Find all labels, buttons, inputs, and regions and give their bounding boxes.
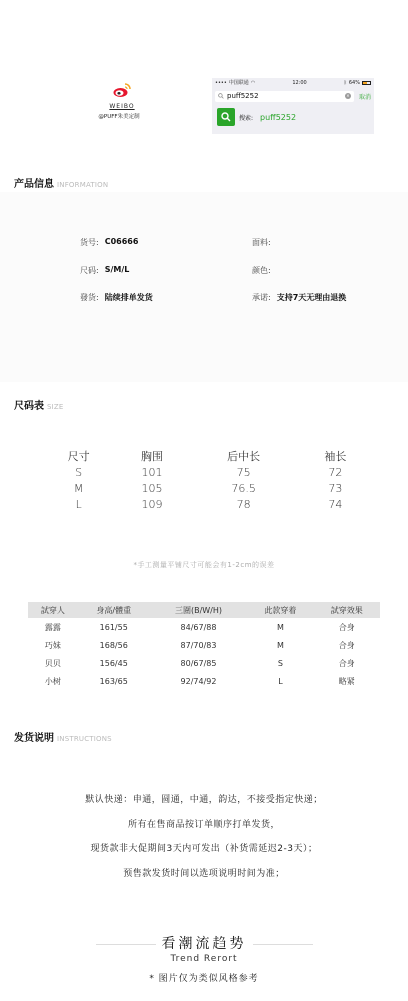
info-row-item-no: 货号: C06666 <box>80 237 139 247</box>
table-row: 巧妹 168/56 87/70/83 M 合身 <box>44 640 355 650</box>
shipping-line: 默认快递：申通，圆通，中通，韵达，不接受指定快递； <box>85 795 323 805</box>
suggest-term: puff5252 <box>260 112 297 122</box>
clear-icon[interactable]: ✕ <box>346 93 350 98</box>
table-row: M 105 76.5 73 <box>73 481 343 495</box>
search-row <box>212 89 374 103</box>
battery-icon <box>362 81 371 85</box>
try-on-header: 試穿人 身高/體重 三圍(B/W/H) 此款穿着 試穿效果 <box>28 602 380 618</box>
shipping-line: 所有在售商品按订单顺序打单发货， <box>127 820 280 830</box>
section-title: 尺码表 <box>14 401 44 412</box>
table-row: 贝贝 156/45 80/67/85 S 合身 <box>44 658 355 668</box>
table-row: 小树 163/65 92/74/92 L 略紧 <box>44 676 355 686</box>
info-row-size: 尺码: S/M/L <box>80 265 130 275</box>
trend-subtitle: Trend Rerort <box>170 954 238 964</box>
brand-block <box>92 82 152 120</box>
weibo-handle: @PUFF朱美定制 <box>98 114 140 120</box>
info-row-promise: 承诺: 支持7天无理由退换 <box>252 293 347 302</box>
table-row: S 101 75 72 <box>75 465 343 479</box>
search-suggestion[interactable] <box>217 108 296 126</box>
carrier-label: 中国联通 <box>228 80 249 86</box>
section-subtitle: INSTRUCTIONS <box>57 735 112 743</box>
size-header <box>14 397 64 412</box>
product-info-panel <box>0 192 408 382</box>
table-row: 露露 161/55 84/67/88 M 合身 <box>44 622 355 632</box>
search-icon <box>218 93 224 99</box>
status-bar <box>212 78 374 87</box>
section-title: 发货说明 <box>14 733 54 744</box>
try-on-table <box>28 602 380 690</box>
search-input[interactable] <box>215 91 354 102</box>
weibo-text: WEIBO <box>109 103 135 110</box>
trend-note: * 图片仅为类似风格参考 <box>149 974 259 984</box>
table-row: L 109 78 74 <box>75 497 343 511</box>
info-row-fabric: 面料: <box>252 238 271 247</box>
shipping-header <box>14 729 112 744</box>
section-title: 产品信息 <box>14 179 54 190</box>
suggest-label: 搜索: <box>239 114 254 122</box>
shipping-line: 预售款发货时间以选项说明时间为准； <box>123 869 285 879</box>
size-table <box>42 448 372 512</box>
bluetooth-icon: ᛒ <box>343 79 347 86</box>
info-row-color: 颜色: <box>252 266 271 275</box>
search-value: puff5252 <box>227 92 259 100</box>
section-subtitle: INFORMATION <box>57 181 109 189</box>
phone-screenshot <box>212 78 374 134</box>
measurement-note: *手工测量平铺尺寸可能会有1-2cm的误差 <box>133 561 275 569</box>
product-info-header <box>14 175 108 190</box>
cancel-button[interactable]: 取消 <box>358 93 371 101</box>
wifi-icon: ◠ <box>250 79 256 86</box>
shipping-line: 现货款非大促期间3天内可发出（补货需延迟2-3天）； <box>90 844 318 854</box>
size-table-header: 尺寸 胸围 后中长 袖长 <box>67 450 347 463</box>
signal-icon: •••• <box>215 79 227 86</box>
section-subtitle: SIZE <box>47 403 64 411</box>
trend-title: 看潮流趋势 <box>0 933 408 953</box>
weibo-icon <box>112 82 132 98</box>
info-row-shipping: 發货: 陆续排单发货 <box>80 293 153 302</box>
battery-percent: 64% <box>348 79 360 86</box>
status-time: 12:00 <box>292 79 307 86</box>
search-icon <box>217 108 235 126</box>
